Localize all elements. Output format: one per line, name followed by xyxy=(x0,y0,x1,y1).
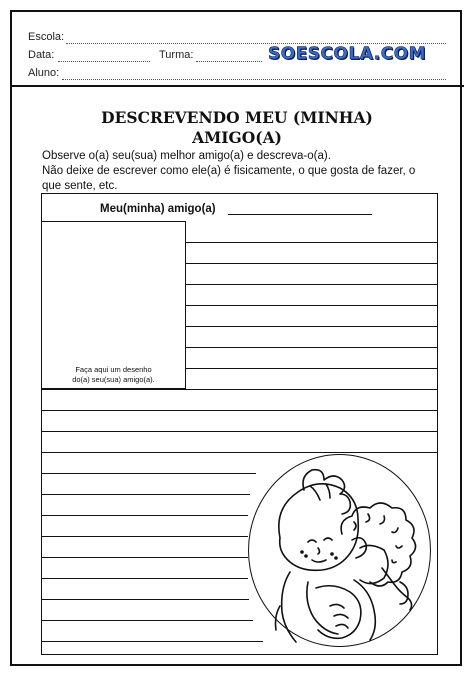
writing-line[interactable] xyxy=(186,347,438,348)
writing-line[interactable] xyxy=(41,410,438,411)
class-label: Turma: xyxy=(159,49,194,61)
friend-name-field[interactable] xyxy=(228,214,372,215)
writing-line[interactable] xyxy=(41,431,438,432)
writing-line[interactable] xyxy=(41,641,263,642)
date-field[interactable] xyxy=(58,61,150,62)
writing-line[interactable] xyxy=(41,494,250,495)
drawing-box[interactable] xyxy=(41,221,186,389)
writing-line[interactable] xyxy=(186,263,438,264)
page-title-line-2: AMIGO(A) xyxy=(192,128,282,147)
soescola-logo: SOESCOLA.COM xyxy=(268,44,427,64)
instruction-line-2: Não deixe de escrever como ele(a) é fisicamente, o que gosta de fazer, o que sente, etc. xyxy=(42,165,416,192)
writing-line[interactable] xyxy=(186,242,438,243)
drawing-caption xyxy=(46,365,181,385)
writing-line[interactable] xyxy=(186,368,438,369)
header-divider xyxy=(10,85,464,87)
writing-line[interactable] xyxy=(41,557,248,558)
writing-line[interactable] xyxy=(41,515,248,516)
friend-name-label: Meu(minha) amigo(a) xyxy=(100,203,216,215)
student-label: Aluno: xyxy=(28,67,60,79)
writing-line[interactable] xyxy=(41,536,248,537)
writing-line[interactable] xyxy=(41,578,248,579)
writing-line[interactable] xyxy=(41,620,253,621)
writing-line[interactable] xyxy=(186,305,438,306)
date-label: Data: xyxy=(28,49,55,61)
two-children-hugging-illustration xyxy=(250,456,429,645)
writing-line[interactable] xyxy=(41,389,438,390)
writing-line[interactable] xyxy=(186,326,438,327)
instruction-line-1: Observe o(a) seu(sua) melhor amigo(a) e descreva-o(a). xyxy=(42,150,331,162)
page-title-line-1: DESCREVENDO MEU (MINHA) xyxy=(101,108,373,127)
drawing-caption-line-2: do(a) seu(sua) amigo(a). xyxy=(72,375,155,384)
writing-line[interactable] xyxy=(186,284,438,285)
school-label: Escola: xyxy=(28,31,65,43)
writing-line[interactable] xyxy=(41,473,256,474)
class-field[interactable] xyxy=(196,61,262,62)
drawing-caption-line-1: Faça aqui um desenho xyxy=(75,365,152,374)
writing-line[interactable] xyxy=(41,452,438,453)
writing-line[interactable] xyxy=(41,599,249,600)
student-field[interactable] xyxy=(62,79,446,80)
